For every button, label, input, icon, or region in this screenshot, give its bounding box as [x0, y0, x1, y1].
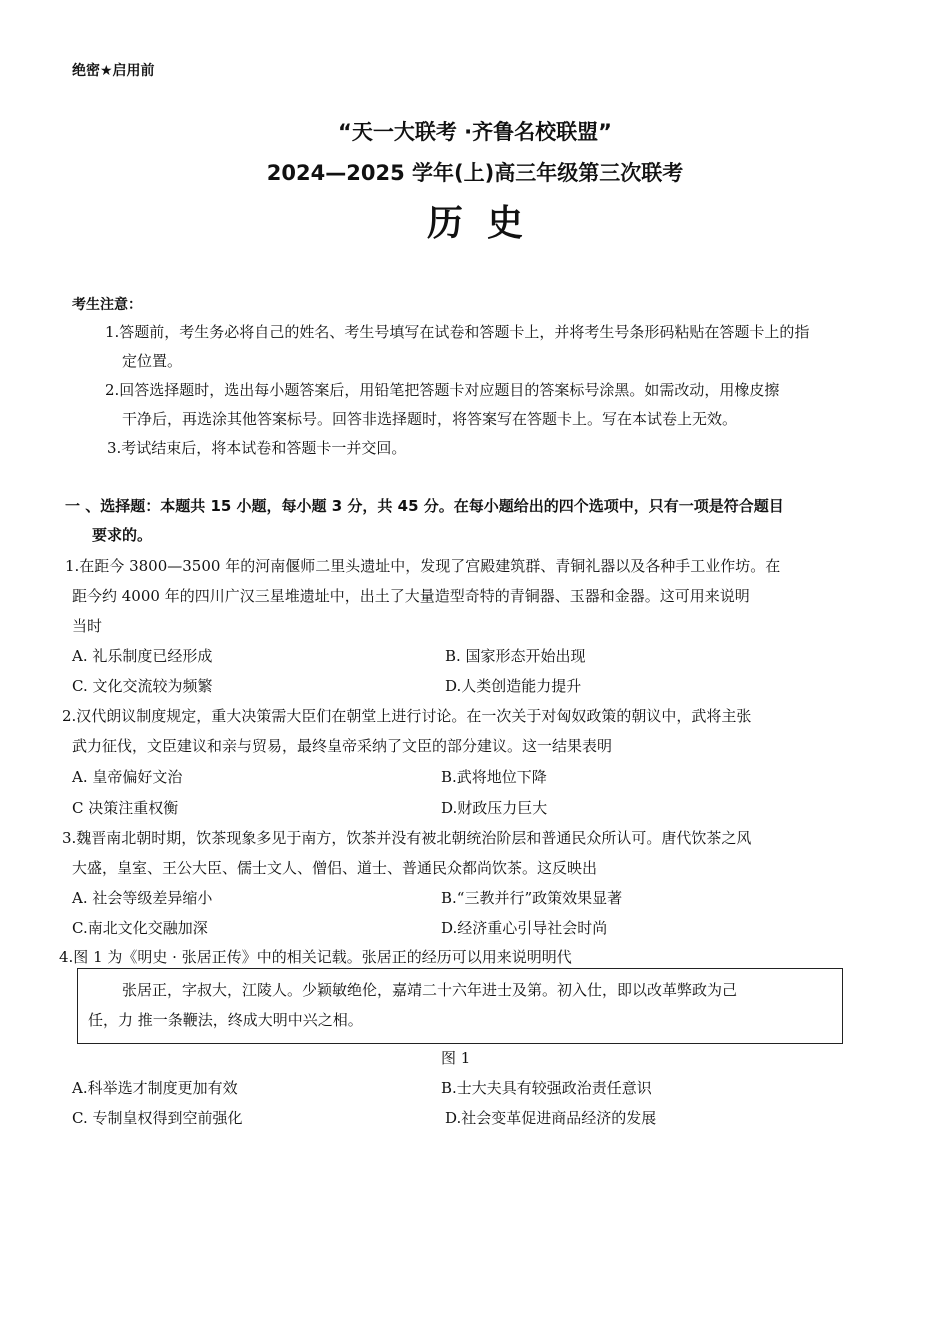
question-3-option-b[interactable]: B.“三教并行”政策效果显著	[441, 889, 623, 907]
question-1-option-d[interactable]: D.人类创造能力提升	[445, 677, 582, 695]
notice-item-2-line2: 干净后，再选涂其他答案标号。回答非选择题时，将答案写在答题卡上。写在本试卷上无效。	[122, 410, 738, 428]
question-2-stem-line2: 武力征伐，文臣建议和亲与贸易，最终皇帝采纳了文臣的部分建议。这一结果表明	[72, 737, 613, 755]
figure-1-caption: 图 1	[441, 1049, 471, 1067]
notice-heading: 考生注意：	[72, 297, 142, 313]
question-3-stem-line2: 大盛，皇室、王公大臣、儒士文人、僧侣、道士、普通民众都尚饮茶。这反映出	[72, 859, 598, 877]
notice-item-1-line2: 定位置。	[122, 352, 183, 370]
question-2-option-d[interactable]: D.财政压力巨大	[441, 799, 548, 817]
question-4-option-d[interactable]: D.社会变革促进商品经济的发展	[445, 1109, 657, 1127]
section-heading-line1: 一 、选择题：本题共 15 小题，每小题 3 分，共 45 分。在每小题给出的四个选项中，只有一项是符合题目	[65, 497, 784, 515]
figure-1-passage-line2: 任，力 推一条鞭法，终成大明中兴之相。	[88, 1011, 363, 1029]
question-1-stem-line3: 当时	[72, 617, 103, 635]
section-heading-line2: 要求的。	[92, 526, 153, 544]
notice-item-3: 3.考试结束后，将本试卷和答题卡一并交回。	[107, 439, 407, 457]
exam-title-line1: “天一大联考 ·齐鲁名校联盟”	[338, 120, 612, 144]
question-3-option-c[interactable]: C.南北文化交融加深	[72, 919, 208, 937]
question-1-option-b[interactable]: B. 国家形态开始出现	[445, 647, 586, 665]
figure-1-passage-box	[77, 968, 843, 1044]
question-2-option-c[interactable]: C 决策注重权衡	[72, 799, 179, 817]
question-4-stem: 4.图 1 为《明史 · 张居正传》中的相关记载。张居正的经历可以用来说明明代	[59, 948, 572, 966]
exam-title-line2: 2024—2025 学年(上)高三年级第三次联考	[266, 161, 684, 185]
question-4-option-b[interactable]: B.士大夫具有较强政治责任意识	[441, 1079, 652, 1097]
question-2-stem-line1: 2.汉代朗议制度规定，重大决策需大臣们在朝堂上进行讨论。在一次关于对匈奴政策的朝议中，武将主张	[62, 707, 752, 725]
question-2-option-b[interactable]: B.武将地位下降	[441, 768, 547, 786]
question-2-option-a[interactable]: A. 皇帝偏好文治	[72, 768, 183, 786]
secret-label: 绝密★启用前	[72, 63, 155, 79]
question-3-stem-line1: 3.魏晋南北朝时期，饮茶现象多见于南方，饮茶并没有被北朝统治阶层和普通民众所认可。唐代饮茶之风	[62, 829, 752, 847]
subject-title: 历史	[426, 203, 547, 244]
question-3-option-d[interactable]: D.经济重心引导社会时尚	[441, 919, 608, 937]
question-1-option-c[interactable]: C. 文化交流较为频繁	[72, 677, 213, 695]
question-1-stem-line2: 距今约 4000 年的四川广汉三星堆遗址中，出土了大量造型奇特的青铜器、玉器和金器。这可用来说明	[72, 587, 750, 605]
question-1-stem-line1: 1.在距今 3800—3500 年的河南偃师二里头遗址中，发现了宫殿建筑群、青铜礼器以及各种手工业作坊。在	[65, 557, 781, 575]
question-4-option-c[interactable]: C. 专制皇权得到空前强化	[72, 1109, 243, 1127]
question-1-option-a[interactable]: A. 礼乐制度已经形成	[72, 647, 213, 665]
figure-1-passage-line1: 张居正，字叔大，江陵人。少颖敏绝伦，嘉靖二十六年进士及第。初入仕，即以改革弊政为己	[122, 981, 738, 999]
question-3-option-a[interactable]: A. 社会等级差异缩小	[72, 889, 213, 907]
question-4-option-a[interactable]: A.科举选才制度更加有效	[72, 1079, 238, 1097]
notice-item-1-line1: 1.答题前，考生务必将自己的姓名、考生号填写在试卷和答题卡上，并将考生号条形码粘贴在答题卡上的指	[105, 323, 810, 341]
notice-item-2-line1: 2.回答选择题时，选出每小题答案后，用铅笔把答题卡对应题目的答案标号涂黑。如需改动，用橡皮擦	[105, 381, 780, 399]
